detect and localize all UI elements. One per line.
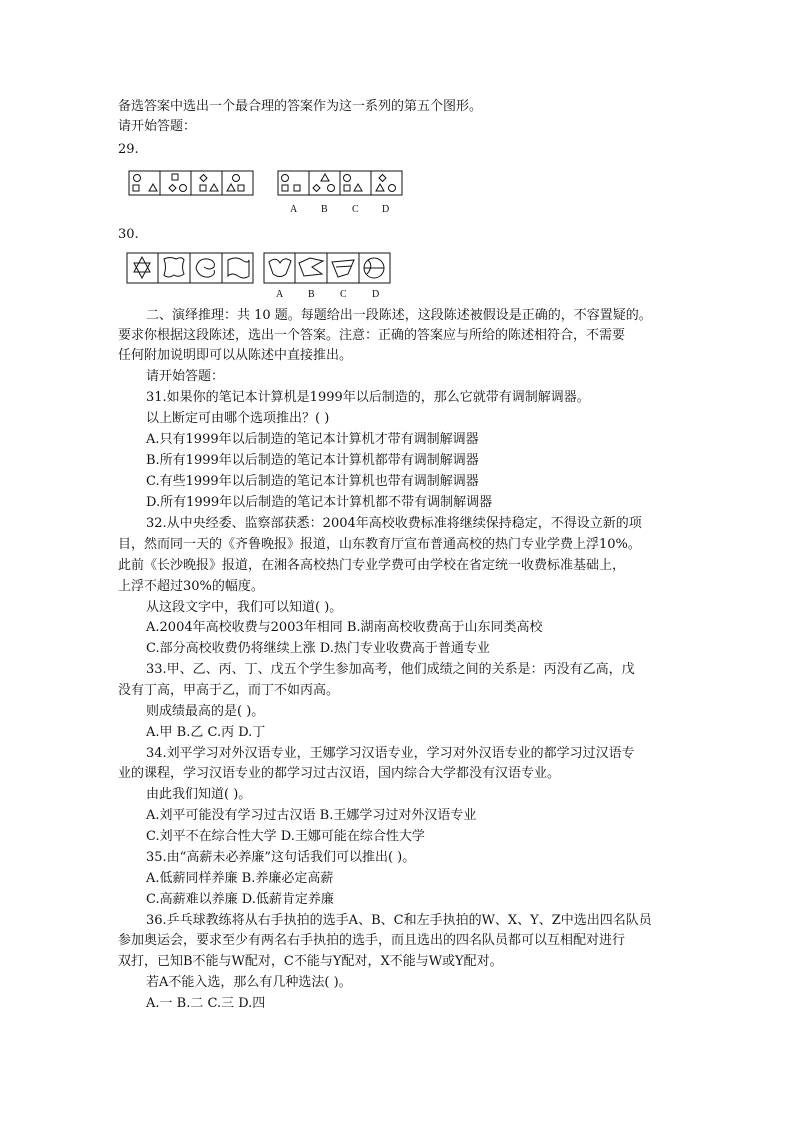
q34-options-cd: C.刘平不在综合性大学 D.王娜可能在综合性大学 <box>146 829 425 844</box>
q29-option-a-label: A <box>290 204 298 215</box>
q32-line-4: 上浮不超过30%的幅度。 <box>118 579 264 594</box>
q31-option-c: C.有些1999年以后制造的笔记本计算机也带有调制解调器 <box>146 474 479 489</box>
q32-options-cd: C.部分高校收费仍将继续上涨 D.热门专业收费高于普通专业 <box>146 641 490 656</box>
q32-options-ab: A.2004年高校收费与2003年相同 B.湖南高校收费高于山东同类高校 <box>146 620 543 635</box>
q36-options: A.一 B.二 C.三 D.四 <box>146 996 266 1011</box>
q34-ask: 由此我们知道( )。 <box>146 787 252 802</box>
q34-options-ab: A.刘平可能没有学习过古汉语 B.王娜学习过对外汉语专业 <box>146 808 477 823</box>
q29-option-c-label: C <box>352 204 359 215</box>
q33-ask: 则成绩最高的是( )。 <box>146 704 265 719</box>
q32-line-1: 32.从中央经委、监察部获悉：2004年高校收费标准将继续保持稳定，不得设立新的项 <box>146 516 642 531</box>
q31-stem: 31.如果你的笔记本计算机是1999年以后制造的，那么它就带有调制解调器。 <box>146 390 590 405</box>
section2-line-1: 二、演绎推理：共 10 题。每题给出一段陈述，这段陈述被假设是正确的，不容置疑的。 <box>146 308 652 323</box>
q30-option-b-label: B <box>308 289 315 300</box>
q32-ask: 从这段文字中，我们可以知道( )。 <box>146 600 343 615</box>
q31-option-a: A.只有1999年以后制造的笔记本计算机才带有调制解调器 <box>146 432 479 447</box>
q36-line-3: 双打，已知B不能与W配对，C不能与Y配对，X不能与W或Y配对。 <box>118 954 503 969</box>
q33-options: A.甲 B.乙 C.丙 D.丁 <box>146 725 266 740</box>
q32-line-2: 目，然而同一天的《齐鲁晚报》报道，山东教育厅宣布普通高校的热门专业学费上浮10%。 <box>118 537 641 552</box>
section2-start: 请开始答题： <box>146 369 225 384</box>
q30-option-c-label: C <box>340 289 347 300</box>
q30-option-d-label: D <box>372 289 380 300</box>
q29-option-d-label: D <box>382 204 390 215</box>
q36-ask: 若A不能入选，那么有几种选法( )。 <box>146 975 352 990</box>
q35-stem: 35.由“高薪未必养廉”这句话我们可以推出( )。 <box>146 850 416 865</box>
q35-options-cd: C.高薪难以养廉 D.低薪肯定养廉 <box>146 892 334 907</box>
q31-ask: 以上断定可由哪个选项推出？( ) <box>146 411 330 426</box>
q35-options-ab: A.低薪同样养廉 B.养廉必定高薪 <box>146 871 334 886</box>
q30-option-a-label: A <box>276 289 284 300</box>
q34-line-1: 34.刘平学习对外汉语专业，王娜学习汉语专业，学习对外汉语专业的都学习过汉语专 <box>146 746 635 761</box>
q36-line-1: 36.乒乓球教练将从右手执拍的选手A、B、C和左手执拍的W、X、Y、Z中选出四名队员 <box>146 913 652 928</box>
q30-figure <box>126 252 396 306</box>
intro-line-2: 请开始答题： <box>118 119 197 134</box>
q34-line-2: 业的课程，学习汉语专业的都学习过古汉语，国内综合大学都没有汉语专业。 <box>118 766 561 781</box>
q29-figure <box>128 170 408 222</box>
q30-number: 30. <box>118 227 139 242</box>
q31-option-d: D.所有1999年以后制造的笔记本计算机都不带有调制解调器 <box>146 495 493 510</box>
intro-line-1: 备选答案中选出一个最合理的答案作为这一系列的第五个图形。 <box>118 99 483 114</box>
q36-line-2: 参加奥运会，要求至少有两名右手执拍的选手，而且选出的四名队员都可以互相配对进行 <box>118 933 626 948</box>
section2-line-2: 要求你根据这段陈述，选出一个答案。注意：正确的答案应与所给的陈述相符合，不需要 <box>118 328 626 343</box>
section2-line-3: 任何附加说明即可以从陈述中直接推出。 <box>118 348 353 363</box>
q32-line-3: 此前《长沙晚报》报道，在湘各高校热门专业学费可由学校在省定统一收费标准基础上， <box>118 558 626 573</box>
q33-line-2: 没有丁高，甲高于乙，而丁不如丙高。 <box>118 683 340 698</box>
q33-line-1: 33.甲、乙、丙、丁、戊五个学生参加高考，他们成绩之间的关系是：丙没有乙高，戊 <box>146 662 635 677</box>
q31-option-b: B.所有1999年以后制造的笔记本计算机都带有调制解调器 <box>146 453 479 468</box>
q29-number: 29. <box>118 142 139 157</box>
q29-option-b-label: B <box>321 204 328 215</box>
